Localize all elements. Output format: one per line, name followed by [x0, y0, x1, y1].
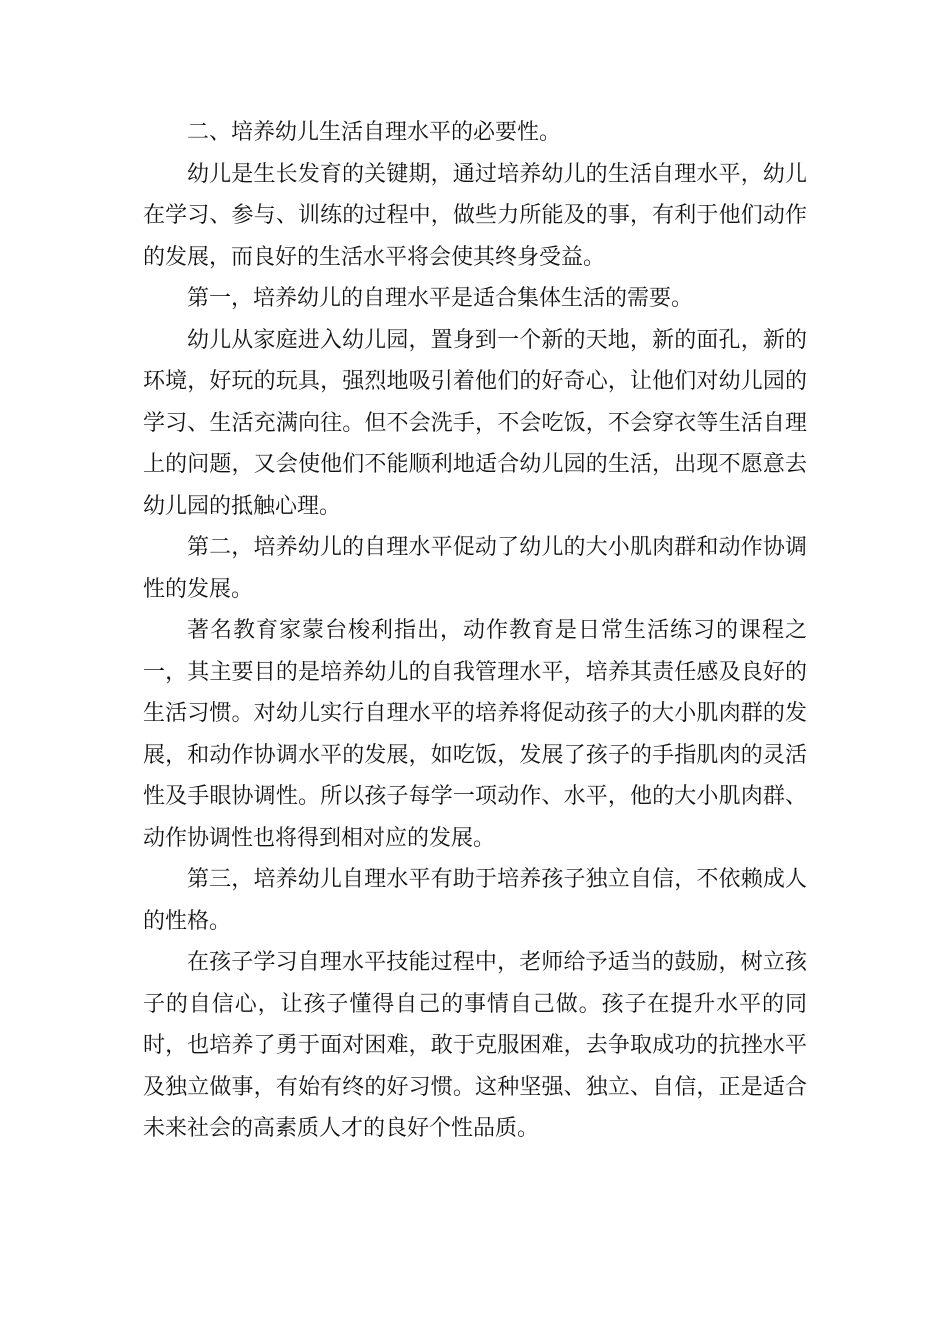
point-heading-1: 第一，培养幼儿的自理水平是适合集体生活的需要。 — [187, 286, 694, 311]
point-heading-3: 第三，培养幼儿自理水平有助于培养孩子独立自信，不依赖成人的性格。 — [143, 867, 807, 934]
paragraph: 在孩子学习自理水平技能过程中，老师给予适当的鼓励，树立孩子的自信心，让孩子懂得自己的事情自己做。孩子在提升水平的同时，也培养了勇于面对困难，敢于克服困难，去争取成功的抗挫水平及独立做事，有始有终的好习惯。这种坚强、独立、自信，正是适合未来社会的高素质人才的良好个性品质。 — [143, 950, 807, 1141]
paragraph: 幼儿从家庭进入幼儿园，置身到一个新的天地，新的面孔，新的环境，好玩的玩具，强烈地吸引着他们的好奇心，让他们对幼儿园的学习、生活充满向往。但不会洗手，不会吃饭，不会穿衣等生活自理上的问题，又会使他们不能顺利地适合幼儿园的生活，出现不愿意去幼儿园的抵触心理。 — [143, 327, 807, 519]
paragraph: 幼儿是生长发育的关键期，通过培养幼儿的生活自理水平，幼儿在学习、参与、训练的过程中，做些力所能及的事，有利于他们动作的发展，而良好的生活水平将会使其终身受益。 — [143, 161, 807, 270]
point-heading-2: 第二，培养幼儿的自理水平促动了幼儿的大小肌肉群和动作协调性的发展。 — [143, 535, 807, 602]
section-heading: 二、培养幼儿生活自理水平的必要性。 — [187, 120, 562, 145]
document-body — [143, 112, 807, 1150]
paragraph: 著名教育家蒙台梭利指出，动作教育是日常生活练习的课程之一，其主要目的是培养幼儿的自我管理水平，培养其责任感及良好的生活习惯。对幼儿实行自理水平的培养将促动孩子的大小肌肉群的发展，和动作协调水平的发展，如吃饭，发展了孩子的手指肌肉的灵活性及手眼协调性。所以孩子每学一项动作、水平，他的大小肌肉群、动作协调性也将得到相对应的发展。 — [143, 618, 807, 851]
